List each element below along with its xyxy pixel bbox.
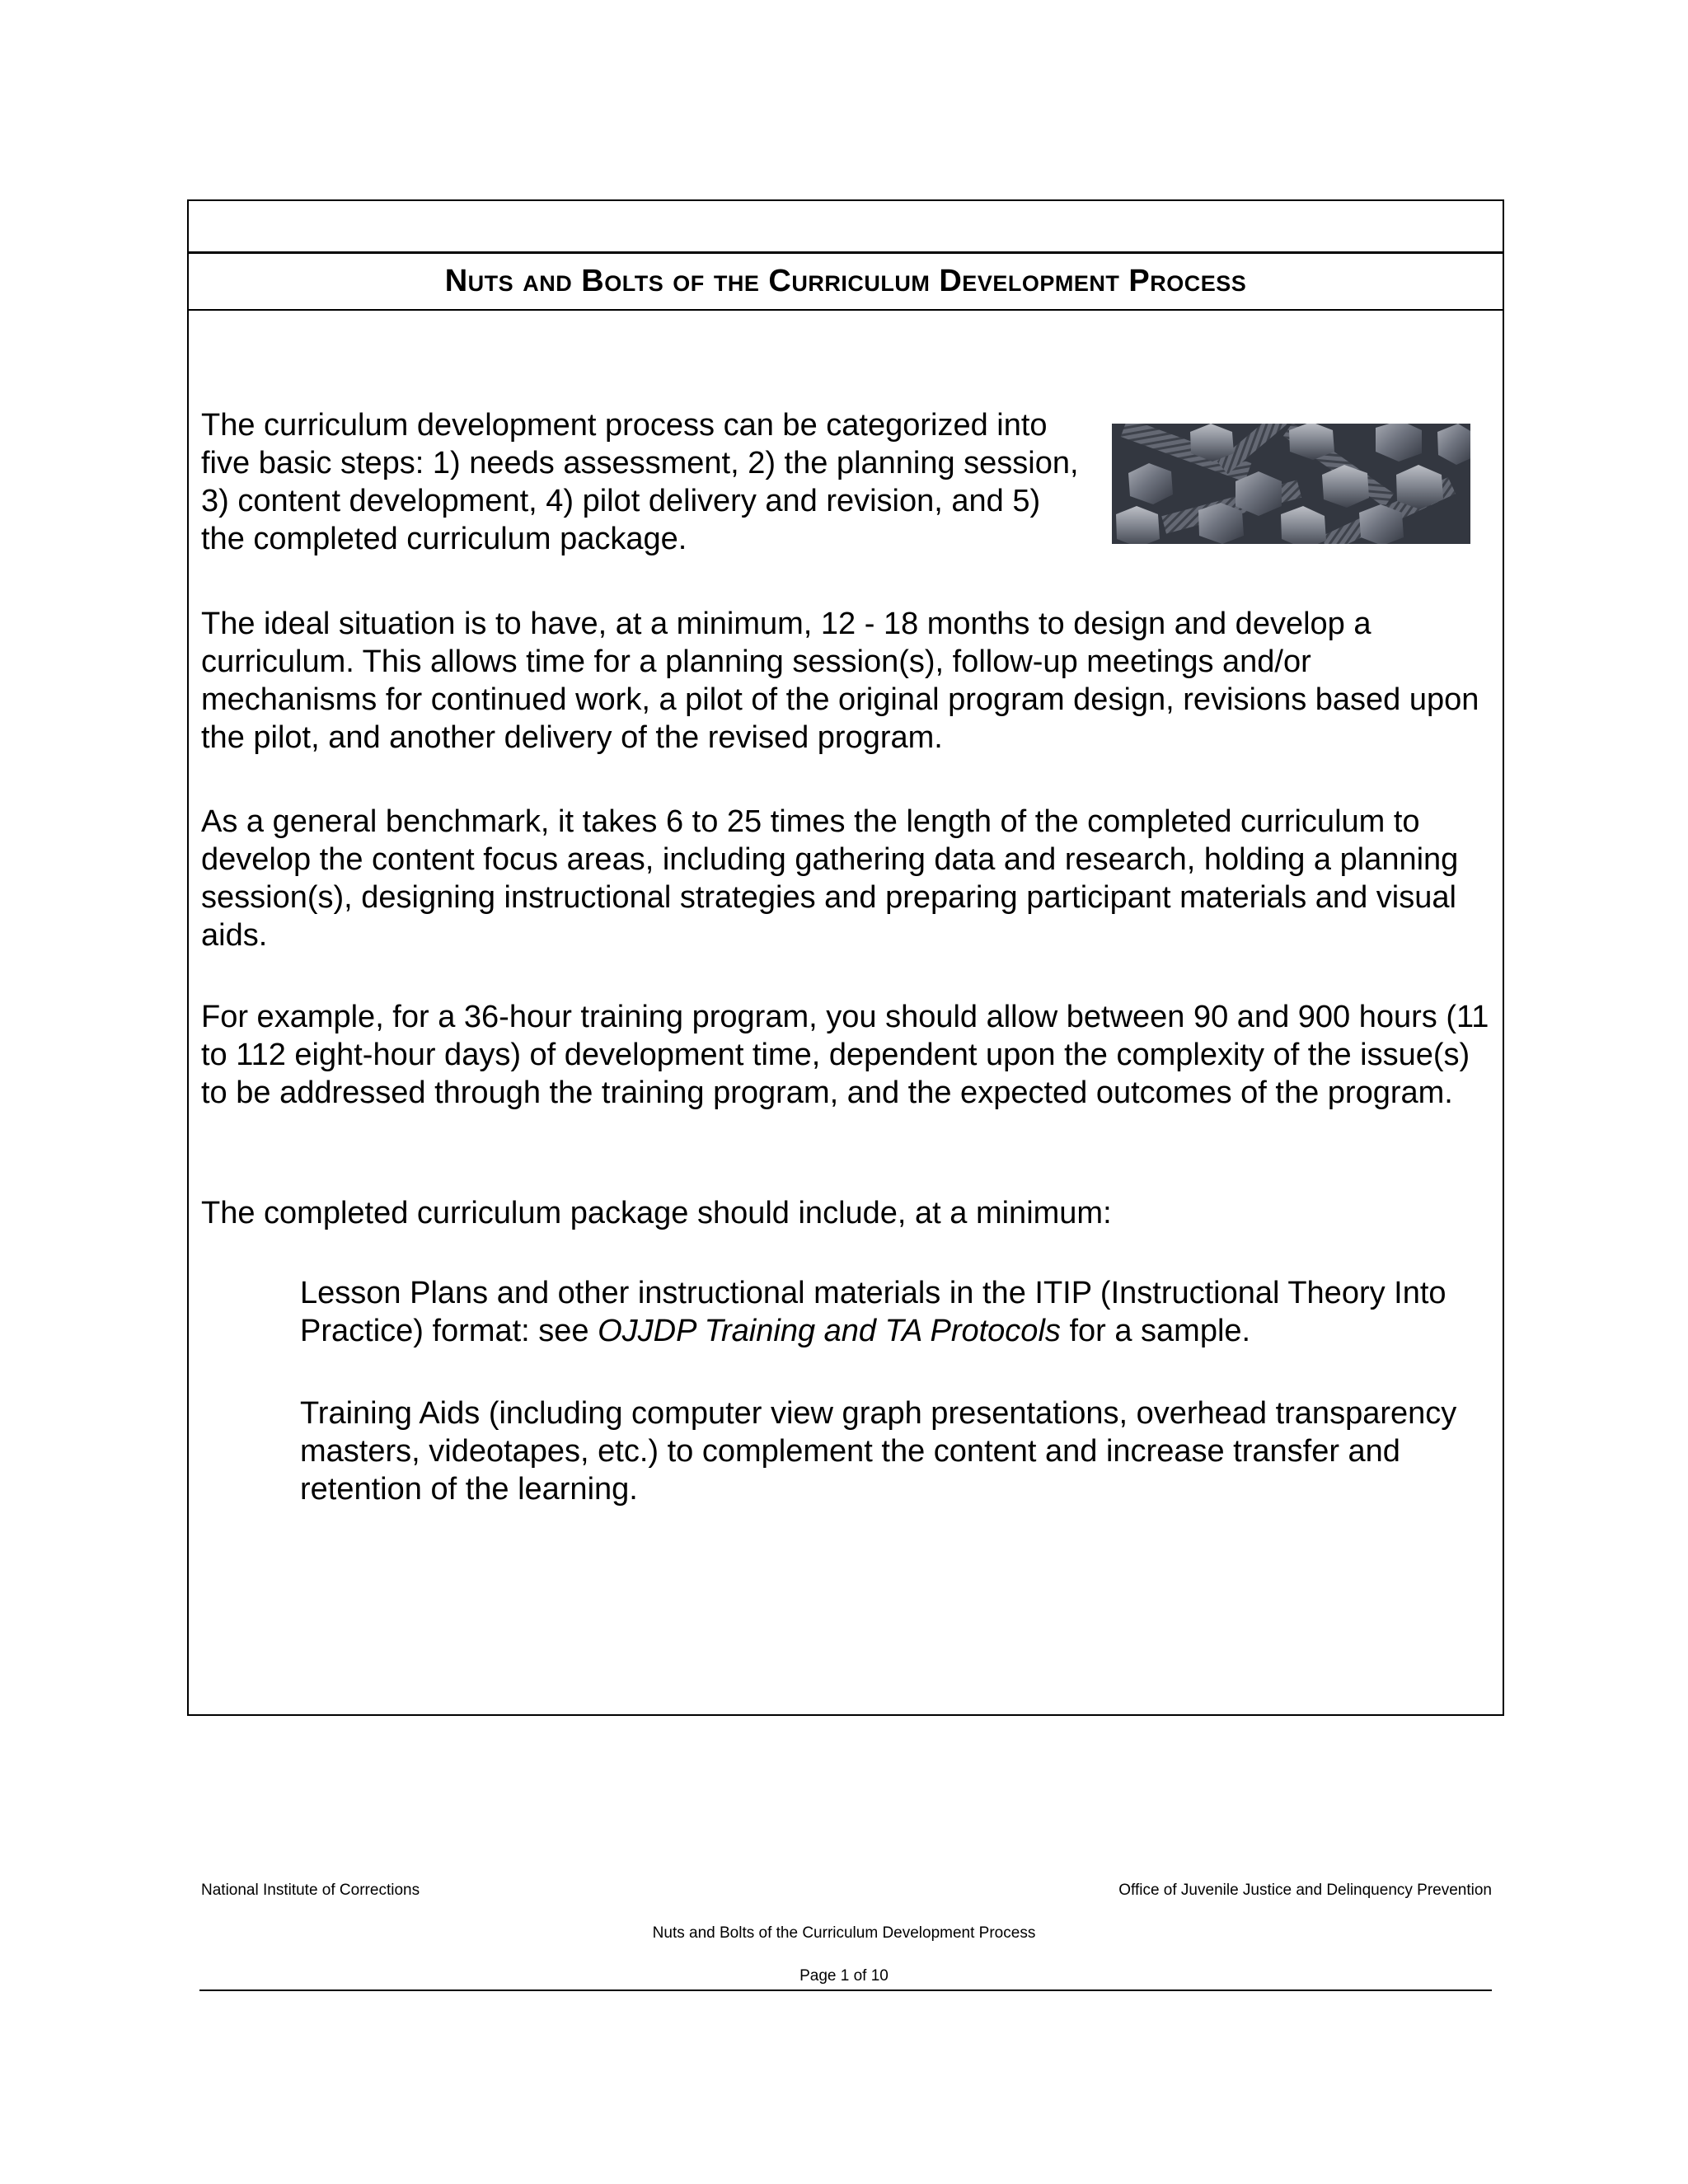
lesson-plans-item [300,1274,1495,1350]
benchmark-paragraph: As a general benchmark, it takes 6 to 25 times the length of the completed curriculum to develop the content focus areas, including gathering data and research, holding a planning session(s), designing instructional strategies and preparing participant materials and visual aids. [201,804,1459,953]
package-intro-paragraph: The completed curriculum package should include, at a minimum: [201,1196,1112,1230]
intro-paragraph: The curriculum development process can be categorized into five basic steps: 1) needs assessment, 2) the planning session, 3) content development, 4) pilot delivery and revision, and 5) the completed curriculum package. [201,408,1079,556]
example-paragraph: For example, for a 36-hour training program, you should allow between 90 and 900 hours (11 to 112 eight-hour days) of development time, dependent upon the complexity of the issue(s) to be addressed through the training program, and the expected outcomes of the program. [201,1000,1489,1110]
footer-divider [199,1990,1492,1991]
lesson-plans-suffix: for a sample. [1060,1314,1251,1348]
content-frame [187,199,1504,1716]
timeframe-paragraph: The ideal situation is to have, at a minimum, 12 - 18 months to design and develop a curriculum. This allows time for a planning session(s), follow-up meetings and/or mechanisms for continued work, a pilot of the original program design, revisions based upon the pilot, and another delivery of the revised program. [201,607,1479,755]
footer-right: Office of Juvenile Justice and Delinquency Prevention [1118,1882,1492,1899]
lesson-plans-text: Lesson Plans and other instructional materials in the ITIP (Instructional Theory Into Practice) format: see [300,1276,1447,1348]
footer-left: National Institute of Corrections [201,1882,420,1899]
nuts-and-bolts-image [1112,424,1470,544]
page-number: Page 1 of 10 [799,1967,889,1985]
footer-center: Nuts and Bolts of the Curriculum Development Process [652,1924,1036,1942]
protocols-title: OJJDP Training and TA Protocols [598,1314,1061,1348]
title-band [189,251,1503,311]
training-aids-item: Training Aids (including computer view graph presentations, overhead transparency masters, videotapes, etc.) to complement the content and increase transfer and retention of the learning. [300,1396,1457,1507]
page-title: Nuts and Bolts of the Curriculum Development Process [444,264,1247,298]
